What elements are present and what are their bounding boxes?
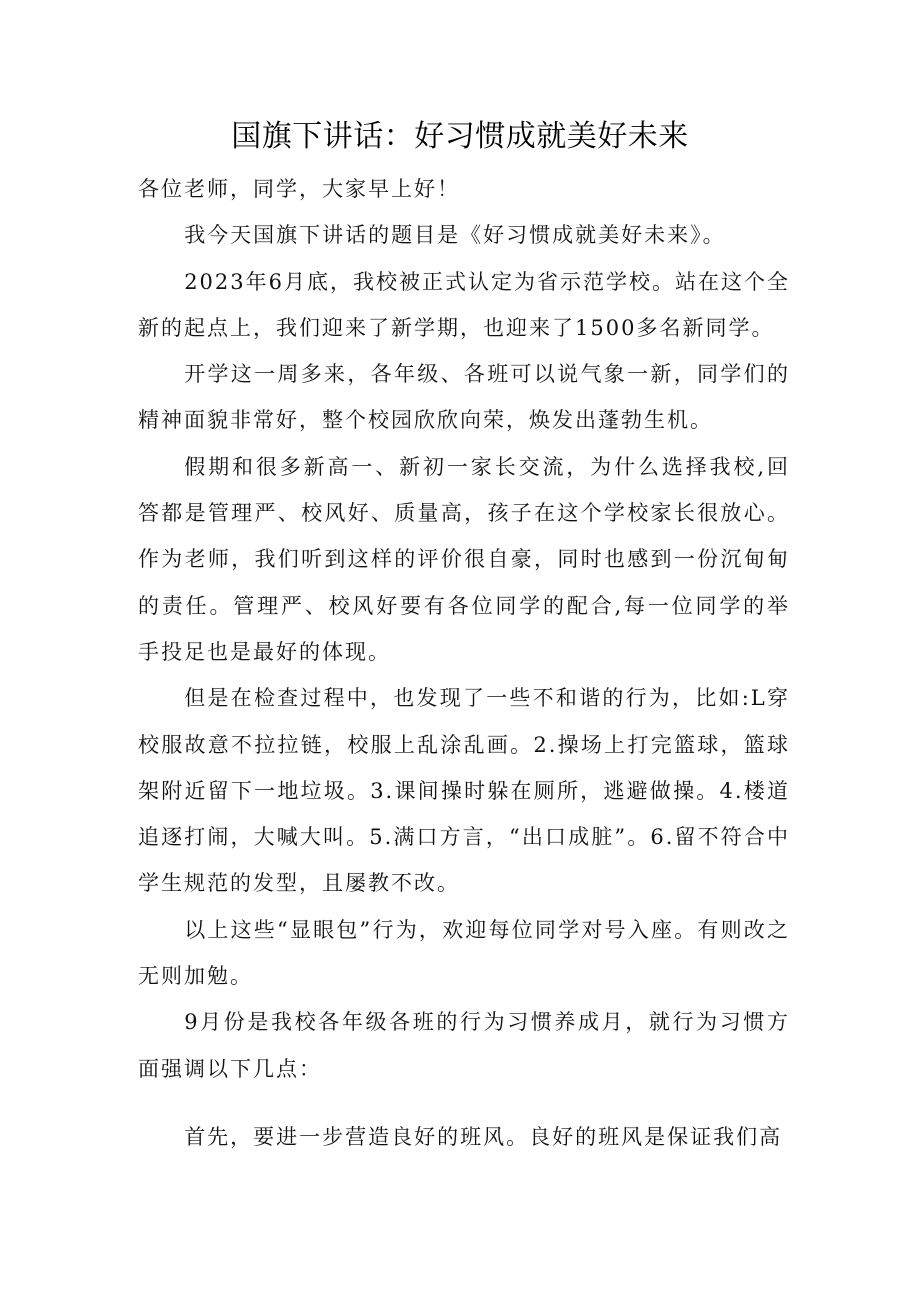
paragraph-parent-feedback: 假期和很多新高一、新初一家长交流，为什么选择我校,回答都是管理严、校风好、质量高，孩子在这个学校家长很放心。作为老师，我们听到这样的评价很自豪，同时也感到一份沉甸甸的责任。管理严、校风好要有各位同学的配合,每一位同学的举手投足也是最好的体现。 [138,454,790,664]
paragraph-topic: 我今天国旗下讲话的题目是《好习惯成就美好未来》。 [184,223,726,248]
greeting-paragraph: 各位老师，同学，大家早上好！ [138,177,460,201]
paragraph-habit-month: 9月份是我校各年级各班的行为习惯养成月，就行为习惯方面强调以下几点： [138,1010,790,1081]
document-body [138,166,790,1160]
paragraph-first-point: 首先，要进一步营造良好的班风。良好的班风是保证我们高 [184,1124,783,1149]
document-title: 国旗下讲话：好习惯成就美好未来 [231,119,689,154]
paragraph-problem-behaviors: 但是在检查过程中，也发现了一些不和谐的行为，比如:L穿校服故意不拉拉链，校服上乱涂乱画。2.操场上打完篮球，篮球架附近留下一地垃圾。3.课间操时躲在厕所，逃避做操。4.楼道追逐打闹，大喊大叫。5.满口方言，“出口成脏”。6.留不符合中学生规范的发型，且屡教不改。 [138,686,790,896]
paragraph-school-recognition: 2023年6月底，我校被正式认定为省示范学校。站在这个全新的起点上，我们迎来了新学期，也迎来了1500多名新同学。 [138,269,790,340]
paragraph-new-semester: 开学这一周多来，各年级、各班可以说气象一新，同学们的精神面貌非常好，整个校园欣欣向荣，焕发出蓬勃生机。 [138,362,790,433]
paragraph-self-check: 以上这些“显眼包”行为，欢迎每位同学对号入座。有则改之无则加勉。 [138,917,790,989]
